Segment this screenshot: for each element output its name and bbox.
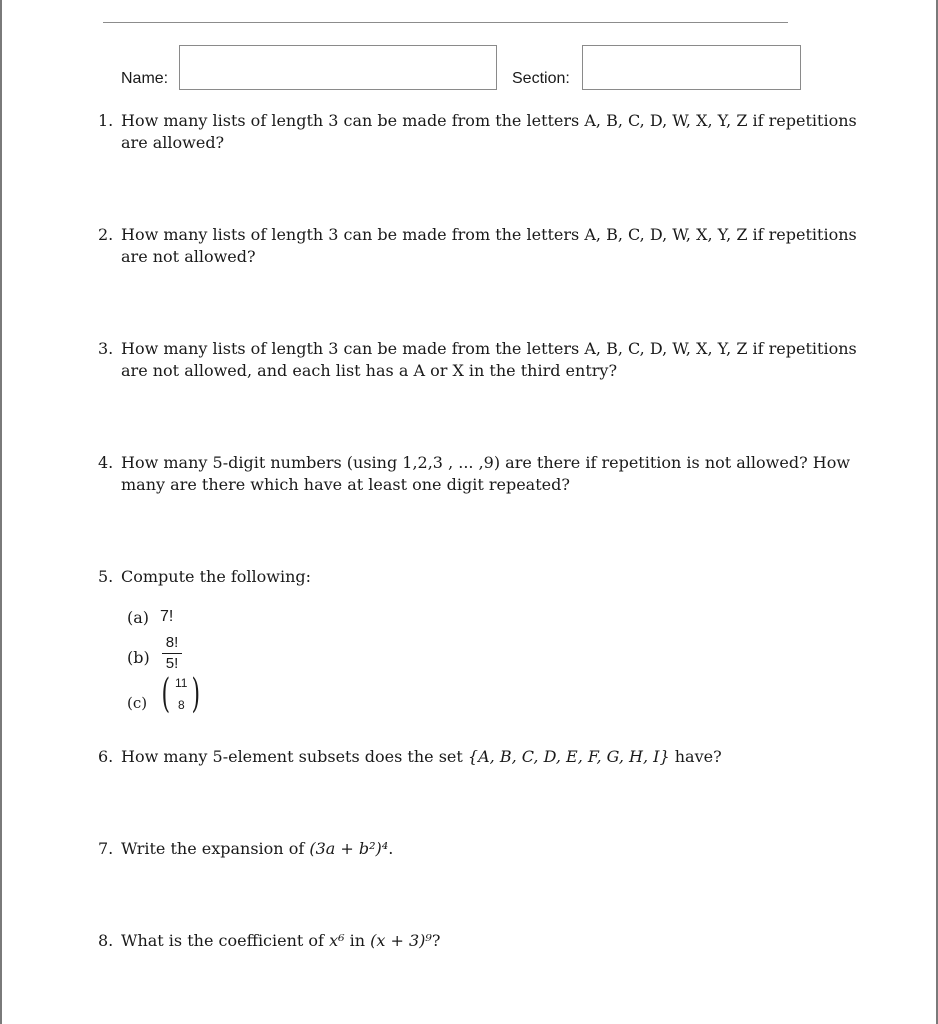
fraction-numerator: 8!	[165, 634, 179, 651]
question-text-end: .	[388, 839, 394, 858]
question-text: How many lists of length 3 can be made from the letters A, B, C, D, W, X, Y, Z if repetitions are not allowed?	[121, 225, 857, 266]
question-text: Compute the following:	[121, 567, 312, 586]
question-number: 3.	[98, 339, 114, 358]
part-label: (a)	[127, 608, 150, 627]
question-4	[98, 452, 858, 496]
question-7	[98, 838, 858, 860]
name-field[interactable]	[179, 45, 497, 90]
question-6	[98, 746, 858, 768]
question-3	[98, 338, 858, 382]
math-expression: (3a + b²)⁴	[309, 839, 389, 858]
section-field[interactable]	[582, 45, 801, 90]
question-text: How many lists of length 3 can be made from the letters A, B, C, D, W, X, Y, Z if repetitions are allowed?	[121, 111, 857, 152]
part-expression: 7!	[160, 608, 174, 625]
binomial-bottom: 8	[178, 698, 185, 712]
question-1	[98, 110, 858, 154]
question-number: 7.	[98, 839, 114, 858]
question-number: 6.	[98, 747, 114, 766]
question-text-end: have?	[674, 747, 722, 766]
fraction-bar	[162, 653, 182, 654]
top-rule	[103, 22, 788, 23]
question-8	[98, 930, 858, 952]
question-text: How many 5-element subsets does the set	[121, 747, 463, 766]
part-label: (c)	[127, 694, 148, 712]
math-set: {A, B, C, D, E, F, G, H, I}	[467, 747, 670, 766]
part-label: (b)	[127, 648, 150, 667]
math-term: x⁶	[329, 931, 345, 950]
fraction	[162, 634, 182, 673]
fraction-denominator: 5!	[165, 655, 179, 672]
question-number: 4.	[98, 453, 114, 472]
question-5	[98, 566, 858, 588]
question-text-end: ?	[431, 931, 441, 950]
question-number: 1.	[98, 111, 114, 130]
name-label: Name:	[121, 70, 169, 87]
question-text: How many lists of length 3 can be made from the letters A, B, C, D, W, X, Y, Z if repetitions are not allowed, and each list has a A or X in the third entry?	[121, 339, 857, 380]
question-text: What is the coefficient of	[121, 931, 324, 950]
question-number: 5.	[98, 567, 114, 586]
question-number: 8.	[98, 931, 114, 950]
page-left-edge	[0, 0, 2, 1024]
question-2	[98, 224, 858, 268]
question-number: 2.	[98, 225, 114, 244]
math-expression: (x + 3)⁹	[370, 931, 432, 950]
binomial-top: 11	[175, 676, 188, 690]
left-paren: (	[161, 671, 171, 717]
question-text: How many 5-digit numbers (using 1,2,3 , ... ,9) are there if repetition is not allowed? How many are there which have at least one digit repeated?	[121, 453, 851, 494]
question-text: Write the expansion of	[121, 839, 305, 858]
question-text-mid: in	[349, 931, 366, 950]
binomial-coefficient	[161, 671, 202, 720]
right-paren: )	[191, 671, 201, 717]
section-label: Section:	[512, 70, 570, 87]
